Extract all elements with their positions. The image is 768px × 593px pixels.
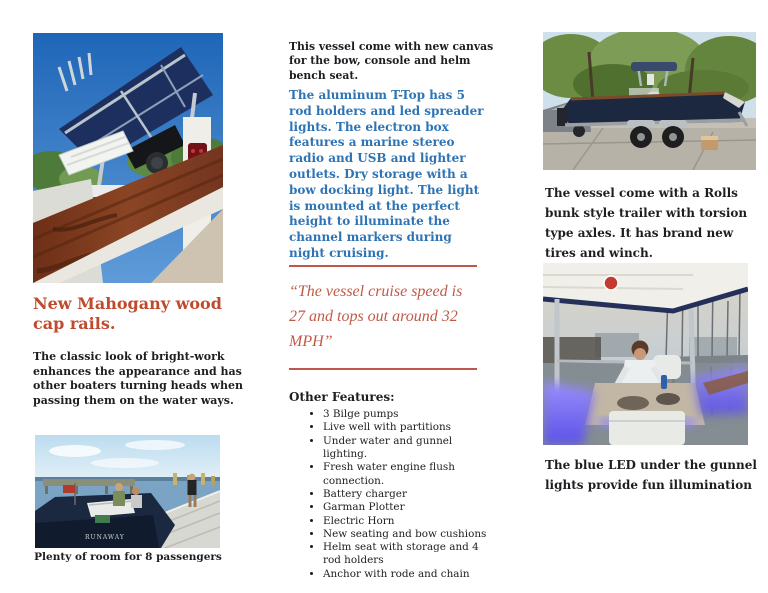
- pull-quote: “The vessel cruise speed is 27 and tops out around 32 MPH”: [289, 265, 477, 370]
- feature-item: • New seating and bow cushions: [323, 528, 494, 541]
- trailer-paragraph: The vessel come with a Rolls bunk style trailer with torsion type axles. It has brand new tires and winch.: [545, 186, 748, 260]
- feature-item: • 3 Bilge pumps: [323, 408, 494, 421]
- led-paragraph: The blue LED under the gunnel lights provide fun illumination: [545, 458, 757, 492]
- boat-name-text: RUNAWAY: [85, 534, 125, 541]
- features-list: [289, 408, 494, 581]
- feature-item: • Garman Plotter: [323, 501, 494, 514]
- feature-item: • Anchor with rode and chain: [323, 568, 494, 581]
- feature-item: • Electric Horn: [323, 515, 494, 528]
- photo-caption: Plenty of room for 8 passengers: [34, 551, 222, 563]
- left-body-paragraph: The classic look of bright-work enhances the appearance and has other boaters turning heads when passing them on the water ways.: [33, 350, 243, 407]
- section-heading-mahogany: New Mahogany wood cap rails.: [33, 294, 222, 333]
- ttop-paragraph: The aluminum T-Top has 5 rod holders and led spreader lights. The electron box features a marine stereo radio and USB and lighter outlets. Dry storage with a bow docking light. The light is mounted at the perfect height to illuminate the channel markers during night cruising.: [289, 88, 484, 260]
- photo-boat-trailer: [543, 32, 756, 170]
- photo-led-cockpit: [543, 263, 748, 445]
- feature-item: • Fresh water engine flush connection.: [323, 461, 494, 488]
- feature-item: • Live well with partitions: [323, 421, 494, 434]
- photo-led-cockpit-image: [543, 263, 748, 445]
- features-heading: Other Features:: [289, 390, 395, 404]
- feature-item: • Helm seat with storage and 4 rod holders: [323, 541, 494, 568]
- photo-boat-trailer-image: [543, 32, 756, 170]
- intro-paragraph: This vessel come with new canvas for the bow, console and helm bench seat.: [289, 40, 494, 82]
- photo-dock-passengers-image: [35, 435, 220, 548]
- photo-ttop-cockpit-image: [33, 33, 223, 283]
- feature-item: • Under water and gunnel lighting.: [323, 435, 494, 462]
- photo-dock-passengers: [35, 435, 220, 548]
- feature-item: • Battery charger: [323, 488, 494, 501]
- photo-ttop-cockpit: [33, 33, 223, 283]
